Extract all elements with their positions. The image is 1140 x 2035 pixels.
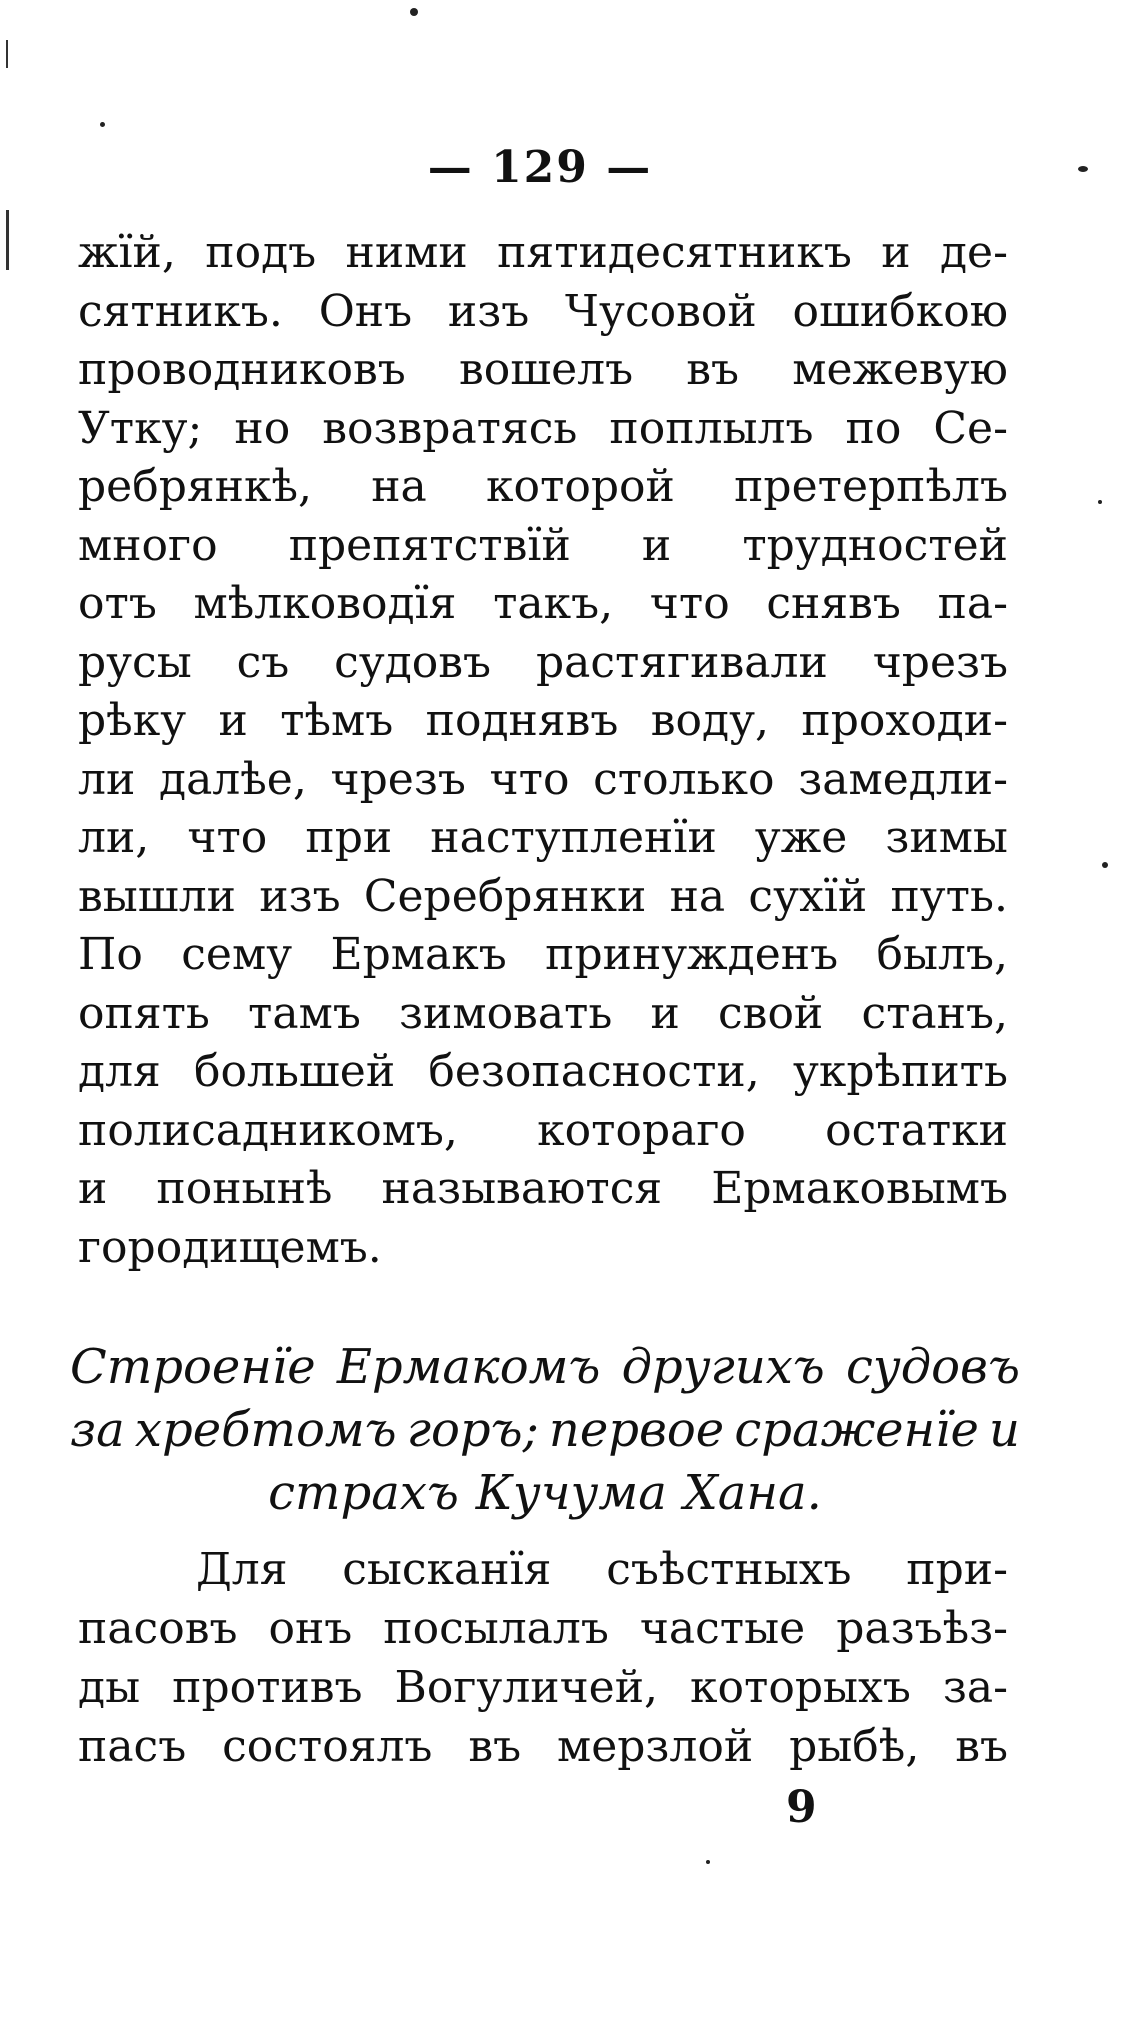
word: тѣмъ <box>280 695 394 746</box>
text-line <box>70 1336 1020 1399</box>
text-line <box>78 926 1008 985</box>
text-line <box>78 1658 1008 1717</box>
text-line <box>78 868 1008 927</box>
scan-speck <box>100 122 105 127</box>
word: безопасности, <box>428 1046 760 1097</box>
word: русы <box>78 636 192 688</box>
scan-speck <box>1098 500 1102 504</box>
word: при <box>305 812 393 863</box>
word: съ <box>236 636 290 688</box>
word: замедли- <box>798 753 1008 805</box>
text-line <box>70 1399 1020 1462</box>
word: вошелъ <box>458 344 634 395</box>
word: при- <box>906 1544 1008 1595</box>
signature-mark: 9 <box>786 1782 817 1833</box>
word: страхъ <box>268 1465 459 1521</box>
word: ли, <box>78 812 150 863</box>
scan-speck <box>706 1860 710 1864</box>
word: снявъ <box>766 578 901 629</box>
word: поплылъ <box>609 402 814 454</box>
word: на <box>371 461 427 512</box>
word: рыбѣ, <box>789 1721 920 1772</box>
word: большей <box>194 1046 396 1097</box>
word: въ <box>955 1721 1008 1772</box>
word: состоялъ <box>222 1721 433 1772</box>
word: пятидесятникъ <box>497 227 852 278</box>
word: принужденъ <box>545 929 839 980</box>
word: Чусовой <box>565 285 757 337</box>
word: чрезъ <box>330 753 466 805</box>
text-line <box>78 224 1008 283</box>
word: пасъ <box>78 1721 187 1772</box>
word: Кучума <box>475 1465 667 1521</box>
word: поднявъ <box>425 695 619 746</box>
word: котораго <box>537 1104 746 1156</box>
word: межевую <box>792 344 1008 395</box>
word: въ <box>686 344 740 395</box>
word: чрезъ <box>872 636 1008 688</box>
word: зимы <box>885 812 1008 863</box>
scan-speck <box>1102 862 1108 868</box>
word: частые <box>639 1603 806 1654</box>
word: Вогуличей, <box>394 1662 659 1713</box>
word: Серебрянки <box>363 870 647 922</box>
word: ошибкою <box>792 285 1008 337</box>
word: понынѣ <box>156 1163 333 1214</box>
word: посылалъ <box>383 1603 609 1654</box>
word: проходи- <box>801 695 1008 746</box>
word: па- <box>937 578 1008 629</box>
word: съѣстныхъ <box>606 1544 852 1595</box>
word: и <box>881 227 911 278</box>
text-line <box>78 1102 1008 1161</box>
word: хребтомъ <box>134 1402 397 1458</box>
word: трудностей <box>742 519 1008 571</box>
word: другихъ <box>621 1339 825 1395</box>
word: для <box>78 1046 161 1097</box>
word: рѣку <box>78 695 187 746</box>
section-heading <box>70 1336 1020 1525</box>
word: ды <box>78 1662 141 1713</box>
scan-speck <box>410 8 418 16</box>
word: де- <box>939 227 1008 278</box>
text-line <box>70 1462 1020 1525</box>
word: за- <box>942 1662 1008 1713</box>
word: которыхъ <box>690 1662 911 1713</box>
word: мѣлководїя <box>193 578 457 629</box>
word: тамъ <box>248 987 361 1039</box>
word: опять <box>78 987 210 1039</box>
word: ними <box>345 227 468 278</box>
word: такъ, <box>493 578 614 629</box>
word: подъ <box>205 227 317 278</box>
word: и <box>989 1402 1020 1458</box>
scan-edge-mark <box>6 40 8 68</box>
text-line <box>78 400 1008 459</box>
word: наступленїи <box>430 812 717 863</box>
word: путь. <box>890 870 1008 922</box>
word: претерпѣлъ <box>734 461 1008 512</box>
word: городищемъ. <box>78 1221 382 1273</box>
scan-edge-mark <box>6 210 9 270</box>
paragraph-1 <box>78 224 1008 1277</box>
word: мерзлой <box>557 1721 754 1772</box>
word: и <box>78 1163 108 1214</box>
word: Ермаковымъ <box>711 1163 1008 1214</box>
word: Строенїе <box>70 1339 316 1395</box>
word: и <box>650 987 680 1039</box>
word: сухїй <box>748 870 868 922</box>
word: называются <box>381 1163 663 1214</box>
word: много <box>78 519 218 571</box>
word: по <box>845 402 902 454</box>
word: за <box>70 1402 125 1458</box>
word: сраженїе <box>734 1402 979 1458</box>
scan-speck <box>1078 166 1088 172</box>
word: онъ <box>268 1603 353 1654</box>
text-line <box>78 1043 1008 1102</box>
word: остатки <box>825 1104 1008 1156</box>
text-line <box>78 634 1008 693</box>
word: столько <box>593 753 775 805</box>
word: на <box>669 870 726 922</box>
text-line <box>78 1717 1008 1776</box>
word: препятствїй <box>288 519 571 571</box>
text-line <box>78 809 1008 868</box>
word: воду, <box>650 695 770 746</box>
word: судовъ <box>845 1339 1020 1395</box>
word: и <box>641 519 672 571</box>
word: Ермакомъ <box>336 1339 601 1395</box>
word: и <box>218 695 248 746</box>
text-line <box>78 575 1008 634</box>
word: ли <box>78 753 136 805</box>
text-line <box>78 1599 1008 1658</box>
text-line <box>78 341 1008 400</box>
word: Хана. <box>683 1465 822 1521</box>
page-number: — 129 — <box>427 142 653 193</box>
word: изъ <box>447 285 530 337</box>
word: отъ <box>78 578 157 629</box>
word: Для <box>196 1544 288 1595</box>
word: что <box>489 753 570 805</box>
word: что <box>187 812 268 863</box>
word: въ <box>468 1721 522 1772</box>
paragraph-2 <box>78 1540 1008 1776</box>
word: вышли <box>78 870 236 922</box>
word: сысканїя <box>342 1544 552 1595</box>
text-line <box>78 692 1008 751</box>
word: укрѣпить <box>792 1046 1008 1097</box>
word: сятникъ. <box>78 285 283 337</box>
text-line <box>78 1160 1008 1219</box>
word: которой <box>486 461 675 512</box>
word: станъ, <box>861 987 1008 1039</box>
text-line <box>78 283 1008 342</box>
word: полисадникомъ, <box>78 1104 458 1156</box>
word: уже <box>754 812 848 863</box>
word: По <box>78 929 143 980</box>
text-line <box>78 985 1008 1044</box>
word: жїй, <box>78 227 176 278</box>
word: Утку; <box>78 402 203 454</box>
word: далѣе, <box>158 753 307 805</box>
text-line <box>78 1540 1008 1599</box>
word: первое <box>548 1402 725 1458</box>
word: свой <box>718 987 824 1039</box>
word: проводниковъ <box>78 344 406 395</box>
word: Ермакъ <box>330 929 507 980</box>
word: но <box>234 402 291 454</box>
word: изъ <box>259 870 341 922</box>
word: горъ; <box>406 1402 539 1458</box>
word: противъ <box>172 1662 363 1713</box>
word: пасовъ <box>78 1603 238 1654</box>
word: Се- <box>933 402 1008 454</box>
word: сему <box>181 929 293 980</box>
word: ребрянкѣ, <box>78 461 312 512</box>
word: возвратясь <box>322 402 578 454</box>
word: зимовать <box>399 987 613 1039</box>
word: былъ, <box>876 929 1008 980</box>
word: судовъ <box>334 636 492 688</box>
text-line <box>78 751 1008 810</box>
text-line <box>78 517 1008 576</box>
word: растягивали <box>535 636 828 688</box>
word: что <box>649 578 730 629</box>
text-line <box>78 458 1008 517</box>
word: разъѣз- <box>836 1603 1008 1654</box>
word: Онъ <box>318 285 413 337</box>
text-line <box>78 1219 1008 1278</box>
